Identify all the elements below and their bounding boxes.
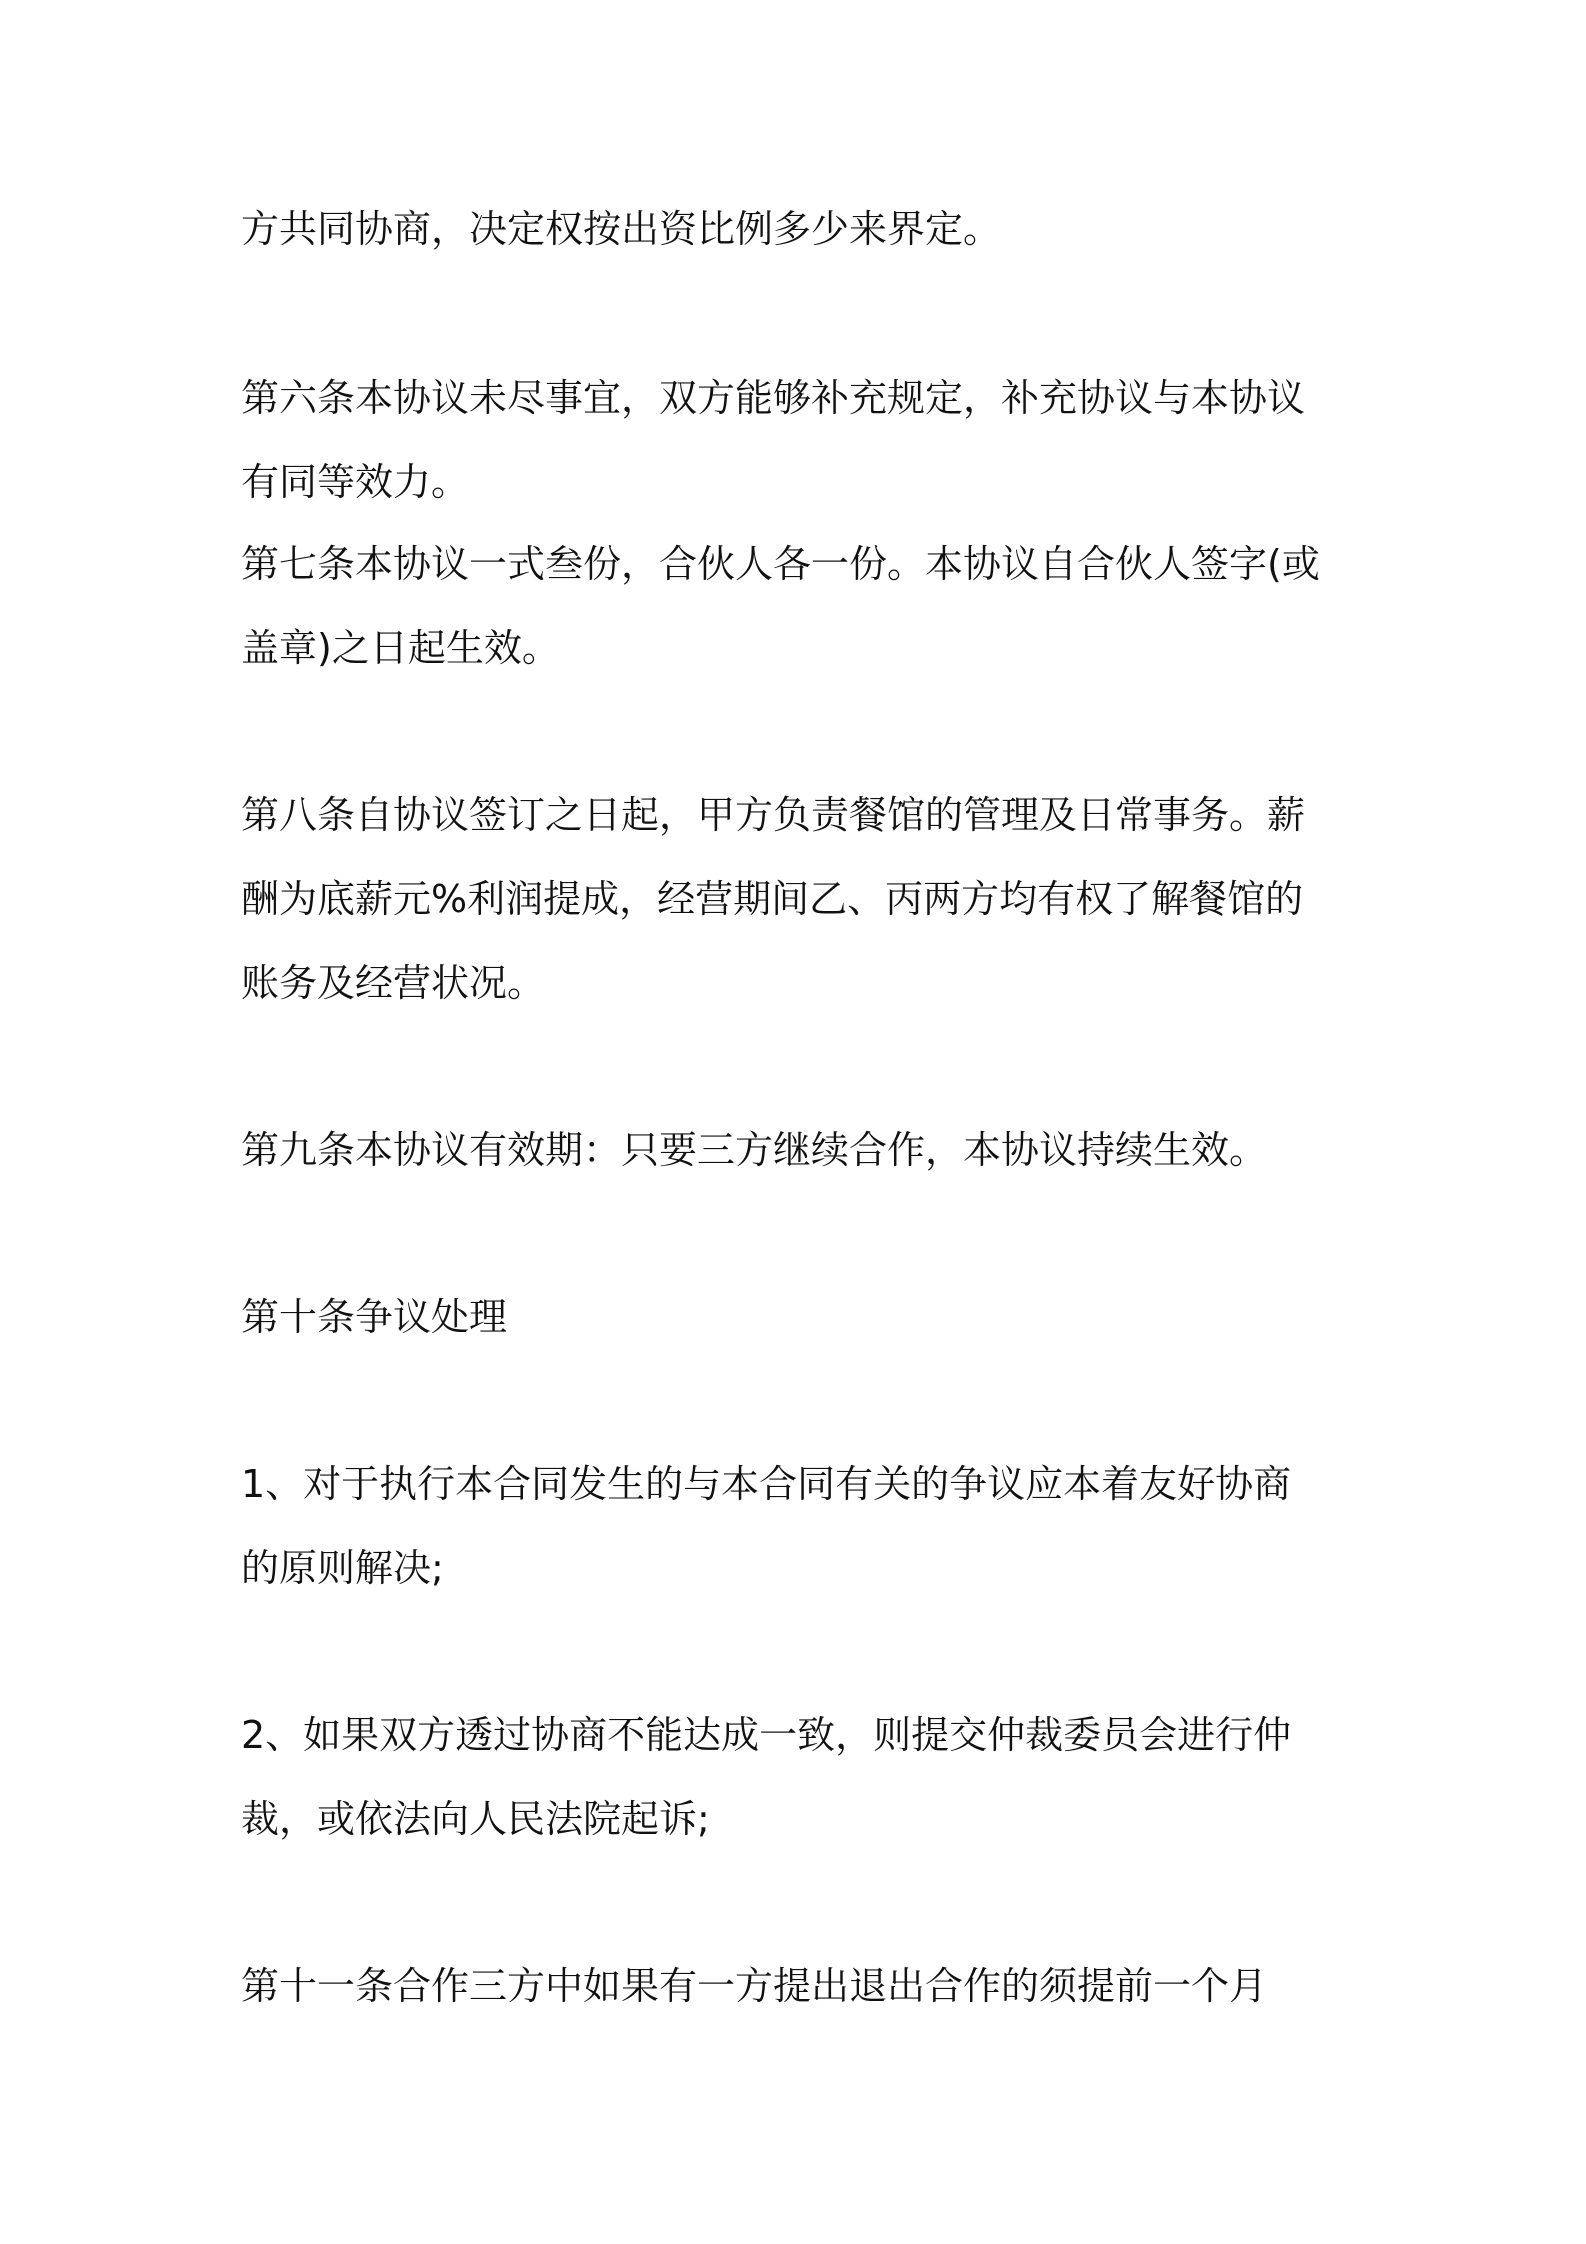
paragraph-line: 第十一条合作三方中如果有一方提出退出合作的须提前一个月: [241, 1964, 1268, 2008]
paragraph-line: 第七条本协议一式叁份，合伙人各一份。本协议自合伙人签字(或: [241, 542, 1320, 586]
paragraph-line: 有同等效力。: [241, 460, 470, 504]
paragraph-line: 2、如果双方透过协商不能达成一致，则提交仲裁委员会进行仲: [241, 1713, 1292, 1757]
paragraph-line: 方共同协商，决定权按出资比例多少来界定。: [241, 207, 1002, 251]
paragraph-line: 账务及经营状况。: [241, 961, 546, 1005]
paragraph-line: 第九条本协议有效期：只要三方继续合作，本协议持续生效。: [241, 1128, 1268, 1172]
paragraph-line: 第六条本协议未尽事宜，双方能够补充规定，补充协议与本协议: [241, 376, 1306, 420]
paragraph-line: 裁，或依法向人民法院起诉;: [241, 1797, 710, 1841]
section-heading: 第十条争议处理: [241, 1295, 508, 1339]
paragraph-line: 盖章)之日起生效。: [241, 626, 560, 670]
paragraph-line: 第八条自协议签订之日起，甲方负责餐馆的管理及日常事务。薪: [241, 793, 1306, 837]
paragraph-line: 1、对于执行本合同发生的与本合同有关的争议应本着友好协商: [241, 1462, 1292, 1506]
paragraph-line: 的原则解决;: [241, 1546, 444, 1590]
paragraph-line: 酬为底薪元%利润提成，经营期间乙、丙两方均有权了解餐馆的: [241, 877, 1304, 921]
